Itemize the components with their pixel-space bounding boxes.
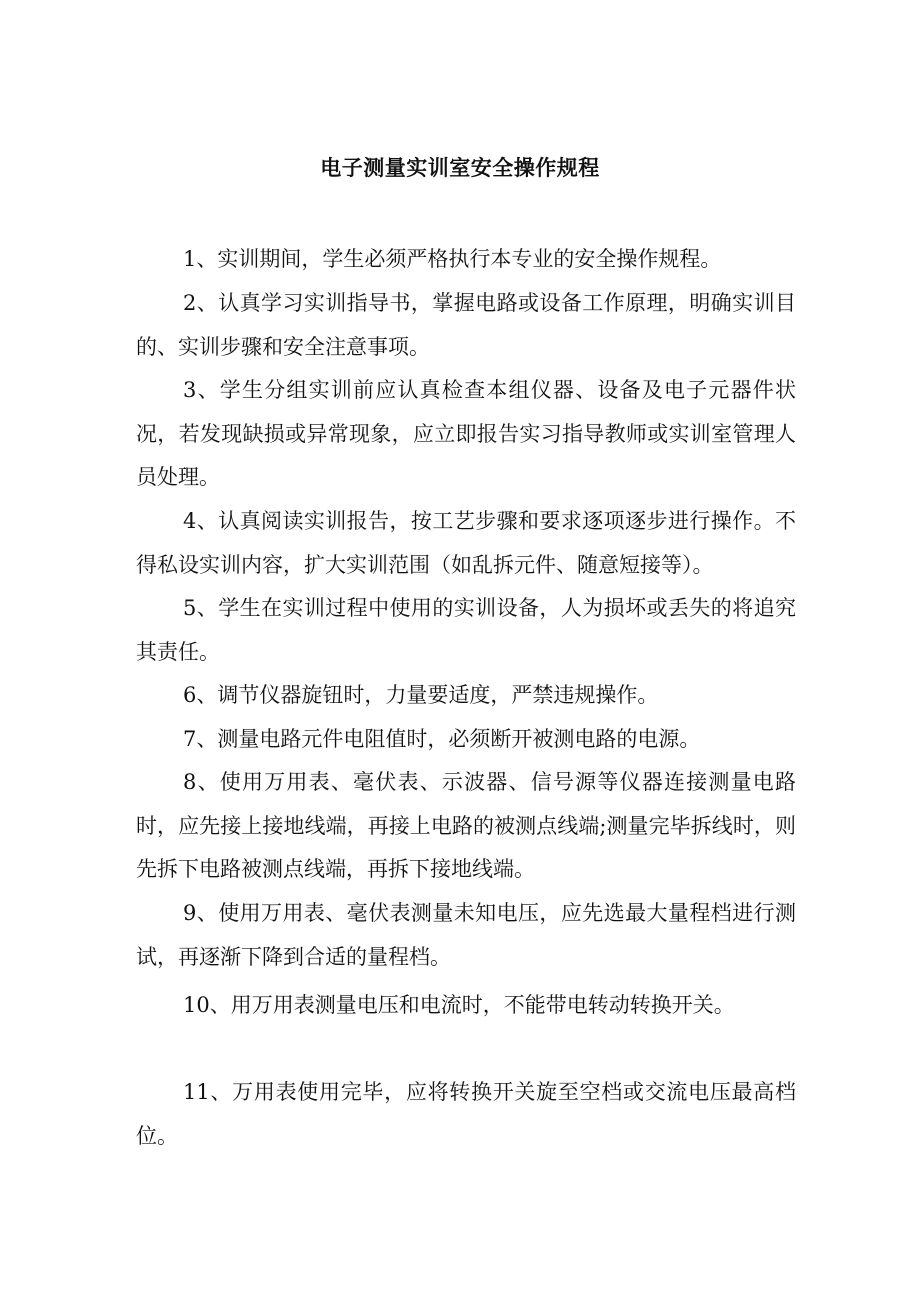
rule-item: 11、万用表使用完毕，应将转换开关旋至空档或交流电压最高档位。 <box>136 1080 796 1148</box>
rule-item: 8、使用万用表、毫伏表、示波器、信号源等仪器连接测量电路时，应先接上接地线端，再接上电路的被测点线端;测量完毕拆线时，则先拆下电路被测点线端，再拆下接地线端。 <box>136 770 796 881</box>
rule-item: 5、学生在实训过程中使用的实训设备，人为损坏或丢失的将追究其责任。 <box>136 596 796 664</box>
rule-item: 6、调节仪器旋钮时，力量要适度，严禁违规操作。 <box>183 683 659 707</box>
rule-item: 7、测量电路元件电阻值时，必须断开被测电路的电源。 <box>183 727 701 751</box>
rule-item: 9、使用万用表、毫伏表测量未知电压，应先选最大量程档进行测试，再逐渐下降到合适的量程档。 <box>136 901 796 969</box>
rule-item: 4、认真阅读实训报告，按工艺步骤和要求逐项逐步进行操作。不得私设实训内容，扩大实训范围（如乱拆元件、随意短接等）。 <box>136 509 796 577</box>
rule-item: 2、认真学习实训指导书，掌握电路或设备工作原理，明确实训目的、实训步骤和安全注意事项。 <box>136 291 796 359</box>
rule-item: 10、用万用表测量电压和电流时，不能带电转动转换开关。 <box>183 993 735 1017</box>
rule-item: 3、学生分组实训前应认真检查本组仪器、设备及电子元器件状况，若发现缺损或异常现象，应立即报告实习指导教师或实训室管理人员处理。 <box>136 378 796 489</box>
page-title: 电子测量实训室安全操作规程 <box>320 155 600 180</box>
rule-item: 1、实训期间，学生必须严格执行本专业的安全操作规程。 <box>183 247 722 271</box>
